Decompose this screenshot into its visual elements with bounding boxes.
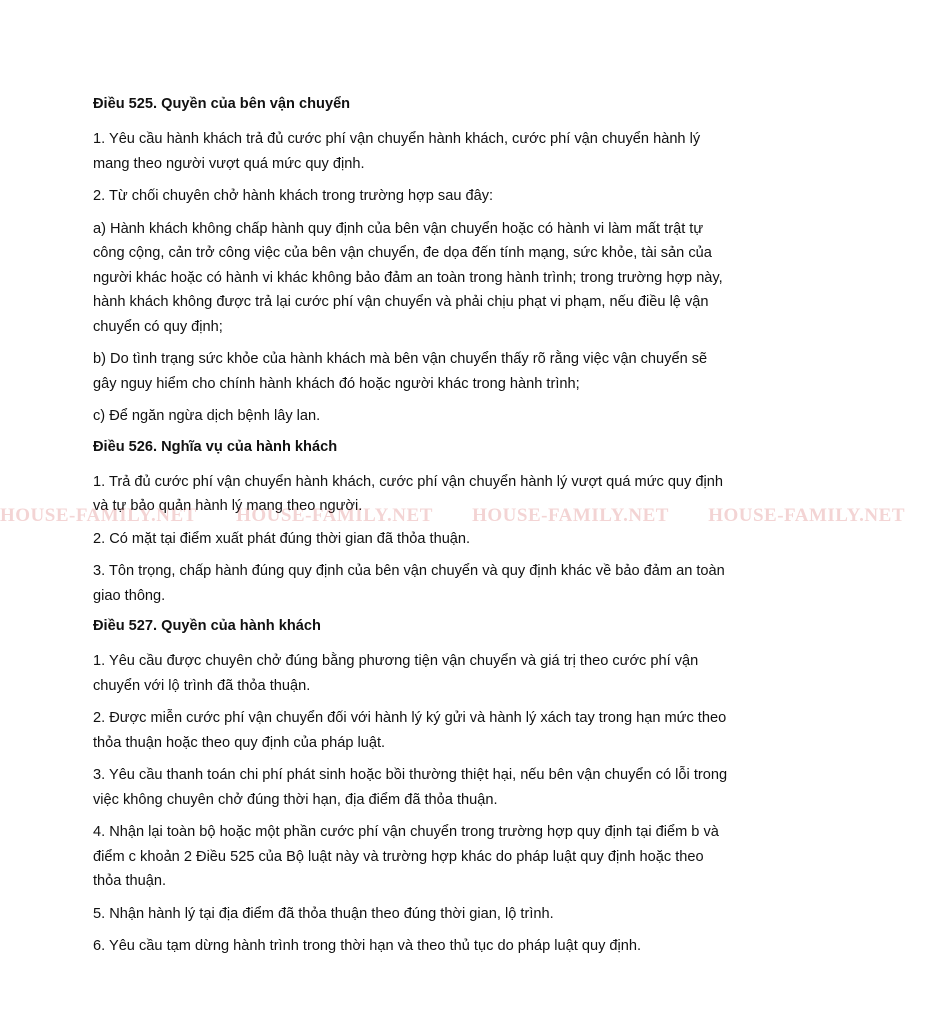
paragraph: a) Hành khách không chấp hành quy định của bên vận chuyển hoặc có hành vi làm mất trật tự công cộng, cản trở công việc của bên vận chuyển, đe dọa đến tính mạng, sức khỏe, tài sản của người khác hoặc có hành vi khác không bảo đảm an toàn trong hành trình; trong trường hợp này, hành khách không được trả lại cước phí vận chuyển và phải chịu phạt vi phạm, nếu điều lệ vận chuyển có quy định; [93,220,723,335]
paragraph: 2. Được miễn cước phí vận chuyển đối với hành lý ký gửi và hành lý xách tay trong hạn mức theo thỏa thuận hoặc theo quy định của pháp luật. [93,710,727,751]
paragraph: 1. Trả đủ cước phí vận chuyển hành khách, cước phí vận chuyển hành lý vượt quá mức quy định và tự bảo quản hành lý mang theo người. [93,473,723,514]
paragraph: c) Để ngăn ngừa dịch bệnh lây lan. [93,408,321,424]
watermark-text: HOUSE-FAMILY.NET [708,505,905,526]
paragraph: 2. Từ chối chuyên chở hành khách trong trường hợp sau đây: [93,188,494,204]
watermark-text: HOUSE-FAMILY.NET [236,505,433,526]
document-body [93,94,733,967]
paragraph: 5. Nhận hành lý tại địa điểm đã thỏa thuận theo đúng thời gian, lộ trình. [93,905,554,922]
article-heading: Điều 526. Nghĩa vụ của hành khách [93,438,338,455]
watermark-text: HOUSE-FAMILY.NET [0,505,197,526]
paragraph: 1. Yêu cầu được chuyên chở đúng bằng phương tiện vận chuyển và giá trị theo cước phí vận chuyển với lộ trình đã thỏa thuận. [93,653,699,694]
paragraph: b) Do tình trạng sức khỏe của hành khách mà bên vận chuyển thấy rõ rằng việc vận chuyển sẽ gây nguy hiểm cho chính hành khách đó hoặc người khác trong hành trình; [93,351,708,392]
article-heading: Điều 525. Quyền của bên vận chuyển [93,96,351,112]
paragraph: 3. Yêu cầu thanh toán chi phí phát sinh hoặc bồi thường thiệt hại, nếu bên vận chuyển có lỗi trong việc không chuyên chở đúng thời hạn, địa điểm đã thỏa thuận. [93,767,728,808]
article-526 [93,437,733,609]
article-527 [93,616,733,959]
paragraph: 6. Yêu cầu tạm dừng hành trình trong thời hạn và theo thủ tục do pháp luật quy định. [93,938,642,954]
paragraph: 4. Nhận lại toàn bộ hoặc một phần cước phí vận chuyển trong trường hợp quy định tại điểm b và điểm c khoản 2 Điều 525 của Bộ luật này và trường hợp khác do pháp luật quy định hoặc theo thỏa thuận. [93,824,719,889]
paragraph: 1. Yêu cầu hành khách trả đủ cước phí vận chuyển hành khách, cước phí vận chuyển hành lý mang theo người vượt quá mức quy định. [93,131,701,172]
article-525 [93,94,733,429]
paragraph: 2. Có mặt tại điểm xuất phát đúng thời gian đã thỏa thuận. [93,530,471,547]
article-heading: Điều 527. Quyền của hành khách [93,618,321,634]
watermark-text: HOUSE-FAMILY.NET [472,505,669,526]
paragraph: 3. Tôn trọng, chấp hành đúng quy định của bên vận chuyển và quy định khác về bảo đảm an toàn giao thông. [93,563,725,604]
